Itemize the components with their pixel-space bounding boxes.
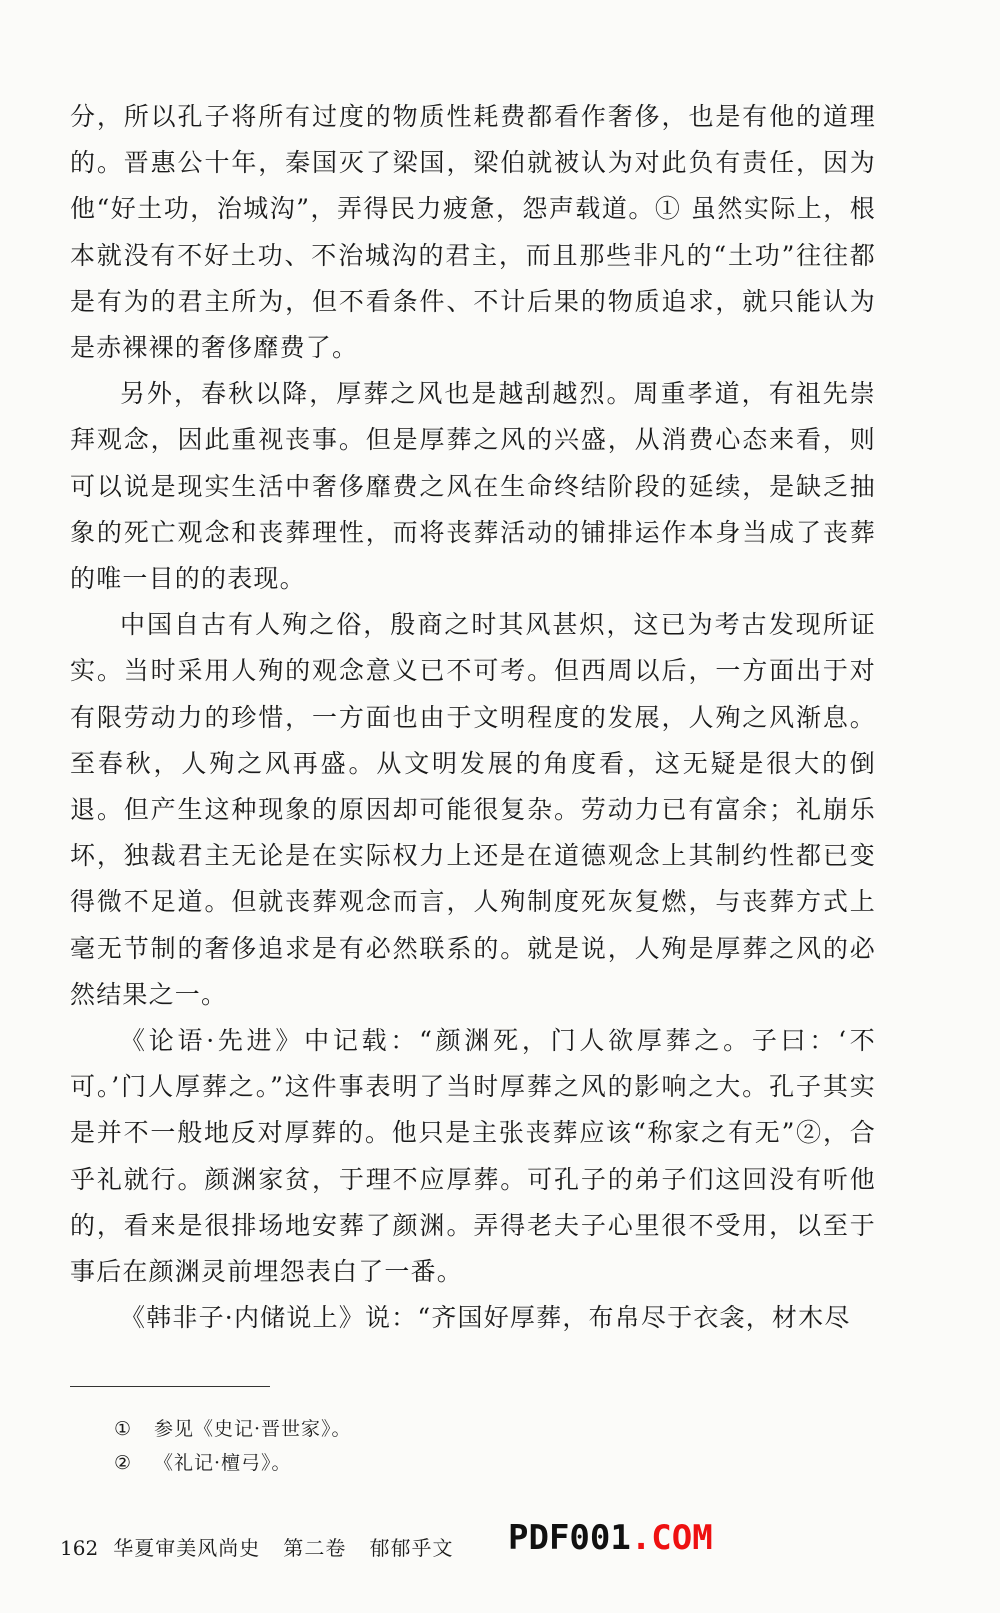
- paragraph: 《论语·先进》中记载：“颜渊死，门人欲厚葬之。子曰：‘不可。’门人厚葬之。”这件事表明了当时厚葬之风的影响之大。孔子其实是并不一般地反对厚葬的。他只是主张丧葬应该“称家之有无”②，合乎礼就行。颜渊家贫，于理不应厚葬。可孔子的弟子们这回没有听他的，看来是很排场地安葬了颜渊。弄得老夫子心里很不受用，以至于事后在颜渊灵前埋怨表白了一番。: [70, 1026, 876, 1287]
- paragraph: 《韩非子·内储说上》说：“齐国好厚葬，布帛尽于衣衾，材木尽: [120, 1303, 851, 1333]
- paragraph: 分，所以孔子将所有过度的物质性耗费都看作奢侈，也是有他的道理的。晋惠公十年，秦国灭了梁国，梁伯就被认为对此负有责任，因为他“好土功，治城沟”，弄得民力疲惫，怨声载道。① 虽然实际上，根本就没有不好土功、不治城沟的君主，而且那些非凡的“土功”往往都是有为的君主所为，但不看条件、不计后果的物质追求，就只能认为是赤裸裸的奢侈靡费了。: [70, 102, 876, 363]
- body-text: [70, 94, 876, 1341]
- footnote-divider: [70, 1386, 270, 1387]
- paragraph: 另外，春秋以降，厚葬之风也是越刮越烈。周重孝道，有祖先崇拜观念，因此重视丧事。但是厚葬之风的兴盛，从消费心态来看，则可以说是现实生活中奢侈靡费之风在生命终结阶段的延续，是缺乏抽象的死亡观念和丧葬理性，而将丧葬活动的铺排运作本身当成了丧葬的唯一目的的表现。: [70, 379, 876, 594]
- page-footer: [60, 1532, 940, 1572]
- book-title: 华夏审美风尚史: [113, 1536, 261, 1560]
- footnote: [114, 1412, 874, 1446]
- watermark-part-2: .COM: [630, 1518, 713, 1558]
- footnotes: [114, 1412, 874, 1480]
- footnote-text: 《礼记·檀弓》。: [154, 1452, 292, 1474]
- author-title: 郁郁乎文: [369, 1536, 454, 1560]
- page-number: 162: [60, 1536, 99, 1560]
- watermark-logo: [508, 1518, 713, 1558]
- footnote-mark: ①: [114, 1418, 133, 1440]
- footnote-mark: ②: [114, 1452, 133, 1474]
- watermark-part-1: PDF001: [508, 1518, 631, 1558]
- paragraph: 中国自古有人殉之俗，殷商之时其风甚炽，这已为考古发现所证实。当时采用人殉的观念意义已不可考。但西周以后，一方面出于对有限劳动力的珍惜，一方面也由于文明程度的发展，人殉之风渐息。至春秋，人殉之风再盛。从文明发展的角度看，这无疑是很大的倒退。但产生这种现象的原因却可能很复杂。劳动力已有富余；礼崩乐坏，独裁君主无论是在实际权力上还是在道德观念上其制约性都已变得微不足道。但就丧葬观念而言，人殉制度死灰复燃，与丧葬方式上毫无节制的奢侈追求是有必然联系的。就是说，人殉是厚葬之风的必然结果之一。: [70, 610, 876, 1009]
- volume-label: 第二卷: [283, 1536, 347, 1560]
- footnote: [114, 1446, 874, 1480]
- footnote-text: 参见《史记·晋世家》。: [154, 1418, 352, 1440]
